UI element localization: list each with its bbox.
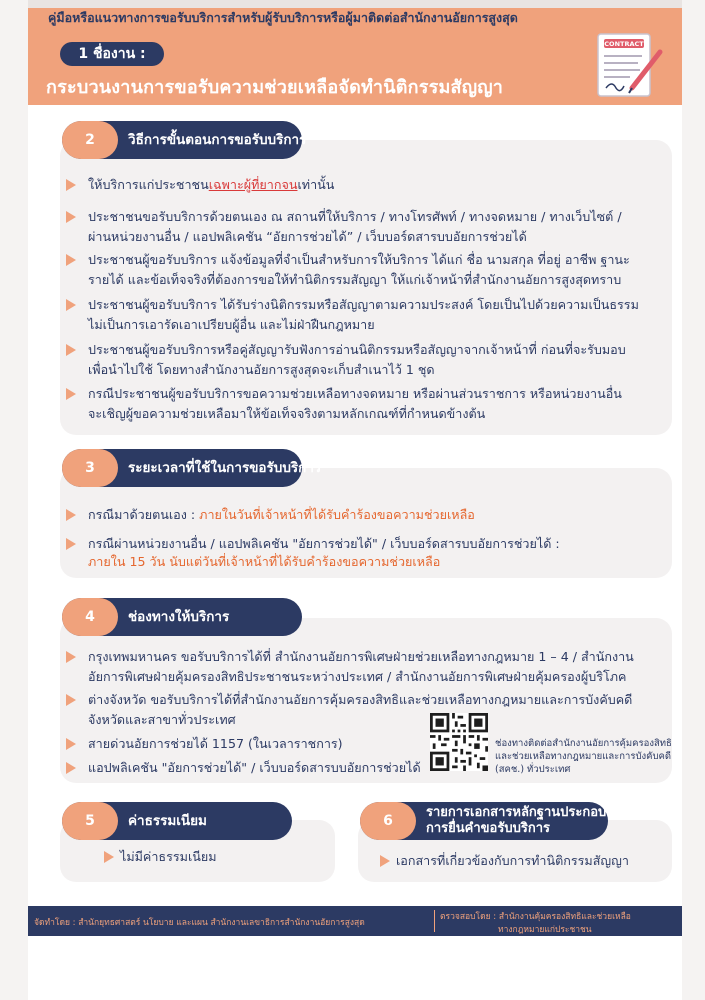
s2-item-1 xyxy=(88,175,334,195)
s4-item-2-line-1: ต่างจังหวัด ขอรับบริการได้ที่สำนักงานอัยการคุ้มครองสิทธิและช่วยเหลือทางกฎหมายและการบังคับคดี xyxy=(88,692,633,707)
bullet-arrow-icon xyxy=(66,509,76,521)
top-border xyxy=(28,0,682,8)
section-2-number: 2 xyxy=(62,121,118,159)
s3-item-1-highlight: ภายในวันที่เจ้าหน้าที่ได้รับคำร้องขอความช่วยเหลือ xyxy=(199,507,475,522)
manual-title: คู่มือหรือแนวทางการขอรับบริการสำหรับผู้รับบริการหรือผู้มาติดต่อสำนักงานอัยการสูงสุด xyxy=(48,10,518,25)
bullet-arrow-icon xyxy=(66,694,76,706)
s3-item-1 xyxy=(88,505,475,525)
s2-item-6-line-2: จะเชิญผู้ขอความช่วยเหลือมาให้ข้อเท็จจริงตามหลักเกณฑ์ที่กำหนดข้างต้น xyxy=(88,406,486,421)
section-6-number: 6 xyxy=(360,802,416,840)
s2-item-4-line-2: ไม่เป็นการเอารัดเอาเปรียบผู้อื่น และไม่ฝ่าฝืนกฎหมาย xyxy=(88,317,375,332)
footer-checked-by-line-2: ทางกฎหมายแก่ประชาชน xyxy=(498,925,592,935)
section-5-title: ค่าธรรมเนียม xyxy=(128,813,207,829)
s2-item-5-line-2: เพื่อนำไปใช้ โดยทางสำนักงานอัยการสูงสุดจะเก็บสำเนาไว้ 1 ชุด xyxy=(88,362,435,377)
s2-item-6-line-1: กรณีประชาชนผู้ขอรับบริการขอความช่วยเหลือทางจดหมาย หรือผ่านส่วนราชการ หรือหน่วยงานอื่น xyxy=(88,386,622,401)
section-5-header xyxy=(62,802,292,840)
section-4-number: 4 xyxy=(62,598,118,636)
bullet-arrow-icon xyxy=(66,538,76,550)
task-title: กระบวนงานการขอรับความช่วยเหลือจัดทำนิติกรรมสัญญา xyxy=(46,77,504,98)
s5-item: ไม่มีค่าธรรมเนียม xyxy=(120,849,217,864)
bullet-arrow-icon xyxy=(66,211,76,223)
footer-bar xyxy=(28,906,682,936)
qr-caption-line-1: ช่องทางติดต่อสำนักงานอัยการคุ้มครองสิทธิ xyxy=(495,738,672,749)
s4-item-1-line-2: อัยการพิเศษฝ่ายคุ้มครองสิทธิประชาชนระหว่างประเทศ / สำนักงานอัยการพิเศษฝ่ายคุ้มครองผู้บริโภค xyxy=(88,669,627,684)
s2-item-3-line-1: ประชาชนผู้ขอรับบริการ แจ้งข้อมูลที่จำเป็นสำหรับการให้บริการ ได้แก่ ชื่อ นามสกุล ที่อยู่ อาชีพ ฐานะ xyxy=(88,252,630,267)
bullet-arrow-icon xyxy=(66,179,76,191)
bullet-arrow-icon xyxy=(66,388,76,400)
footer-checked-by-line-1: ตรวจสอบโดย : สำนักงานคุ้มครองสิทธิและช่วยเหลือ xyxy=(440,912,631,922)
s3-item-2-highlight: ภายใน 15 วัน นับแต่วันที่เจ้าหน้าที่ได้รับคำร้องขอความช่วยเหลือ xyxy=(88,554,441,569)
section-3-title: ระยะเวลาที่ใช้ในการขอรับบริการ xyxy=(128,460,322,476)
section-2-title: วิธีการขั้นตอนการขอรับบริการ xyxy=(128,132,307,148)
s4-item-1-line-1: กรุงเทพมหานคร ขอรับบริการได้ที่ สำนักงานอัยการพิเศษฝ่ายช่วยเหลือทางกฎหมาย 1 – 4 / สำนักงาน xyxy=(88,649,634,664)
section-3-number: 3 xyxy=(62,449,118,487)
bullet-arrow-icon xyxy=(66,762,76,774)
qr-code-icon[interactable] xyxy=(430,713,488,771)
bullet-arrow-icon xyxy=(66,651,76,663)
s2-item-1-post: เท่านั้น xyxy=(297,177,335,192)
bullet-arrow-icon xyxy=(66,254,76,266)
s3-item-2-line-1: กรณีผ่านหน่วยงานอื่น / แอปพลิเคชัน "อัยการช่วยได้" / เว็บบอร์ดสารบบอัยการช่วยได้ : xyxy=(88,536,560,551)
footer-prepared-by: จัดทำโดย : สำนักยุทธศาสตร์ นโยบาย และแผน สำนักงานเลขาธิการสำนักงานอัยการสูงสุด xyxy=(34,918,365,928)
qr-caption xyxy=(495,737,672,776)
contract-icon xyxy=(590,30,670,100)
s2-item-5-line-1: ประชาชนผู้ขอรับบริการหรือคู่สัญญารับฟังการอ่านนิติกรรมหรือสัญญาจากเจ้าหน้าที่ ก่อนที่จะรับมอบ xyxy=(88,342,626,357)
s4-item-3: สายด่วนอัยการช่วยได้ 1157 (ในเวลาราชการ) xyxy=(88,736,343,751)
section-6-header xyxy=(360,802,608,840)
section-4-title: ช่องทางให้บริการ xyxy=(128,609,230,625)
section-4-header xyxy=(62,598,302,636)
s2-item-2-line-1: ประชาชนขอรับบริการด้วยตนเอง ณ สถานที่ให้บริการ / ทางโทรศัพท์ / ทางจดหมาย / ทางเว็บไซต์ / xyxy=(88,209,622,224)
s2-item-2-line-2: ผ่านหน่วยงานอื่น / แอปพลิเคชัน “อัยการช่วยได้” / เว็บบอร์ดสารบบอัยการช่วยได้ xyxy=(88,229,527,244)
section-2-header xyxy=(62,121,307,159)
bullet-arrow-icon xyxy=(66,344,76,356)
contract-label: CONTRACT xyxy=(604,40,644,48)
s2-item-3-line-2: รายได้ และข้อเท็จจริงที่ต้องการขอให้ทำนิติกรรมสัญญา ให้แก่เจ้าหน้าที่สำนักงานอัยการสูงสุดทราบ xyxy=(88,272,622,287)
section-6-title-line-2: การยื่นคำขอรับบริการ xyxy=(426,821,550,836)
footer-divider xyxy=(434,910,435,932)
section-6-title xyxy=(426,805,606,837)
qr-caption-line-2: และช่วยเหลือทางกฎหมายและการบังคับคดี xyxy=(495,751,672,762)
s3-item-1-pre: กรณีมาด้วยตนเอง : xyxy=(88,507,200,522)
section-6-title-line-1: รายการเอกสารหลักฐานประกอบ xyxy=(426,805,607,820)
task-number-pill: 1 ชื่องาน : xyxy=(60,42,164,66)
bullet-arrow-icon xyxy=(380,855,390,867)
qr-caption-line-3: (สคช.) ทั่วประเทศ xyxy=(495,764,571,775)
bullet-arrow-icon xyxy=(66,299,76,311)
s2-item-4-line-1: ประชาชนผู้ขอรับบริการ ได้รับร่างนิติกรรมหรือสัญญาตามความประสงค์ โดยเป็นไปด้วยความเป็นธรรม xyxy=(88,297,639,312)
bullet-arrow-icon xyxy=(104,851,114,863)
section-3-header xyxy=(62,449,322,487)
section-5-number: 5 xyxy=(62,802,118,840)
s2-item-1-pre: ให้บริการแก่ประชาชน xyxy=(88,177,209,192)
s4-item-4: แอปพลิเคชัน "อัยการช่วยได้" / เว็บบอร์ดสารบบอัยการช่วยได้ xyxy=(88,760,421,775)
bullet-arrow-icon xyxy=(66,738,76,750)
s2-item-1-highlight: เฉพาะผู้ที่ยากจน xyxy=(208,177,298,192)
s4-item-2-line-2: จังหวัดและสาขาทั่วประเทศ xyxy=(88,712,236,727)
s6-item: เอกสารที่เกี่ยวข้องกับการทำนิติกรรมสัญญา xyxy=(396,853,629,868)
